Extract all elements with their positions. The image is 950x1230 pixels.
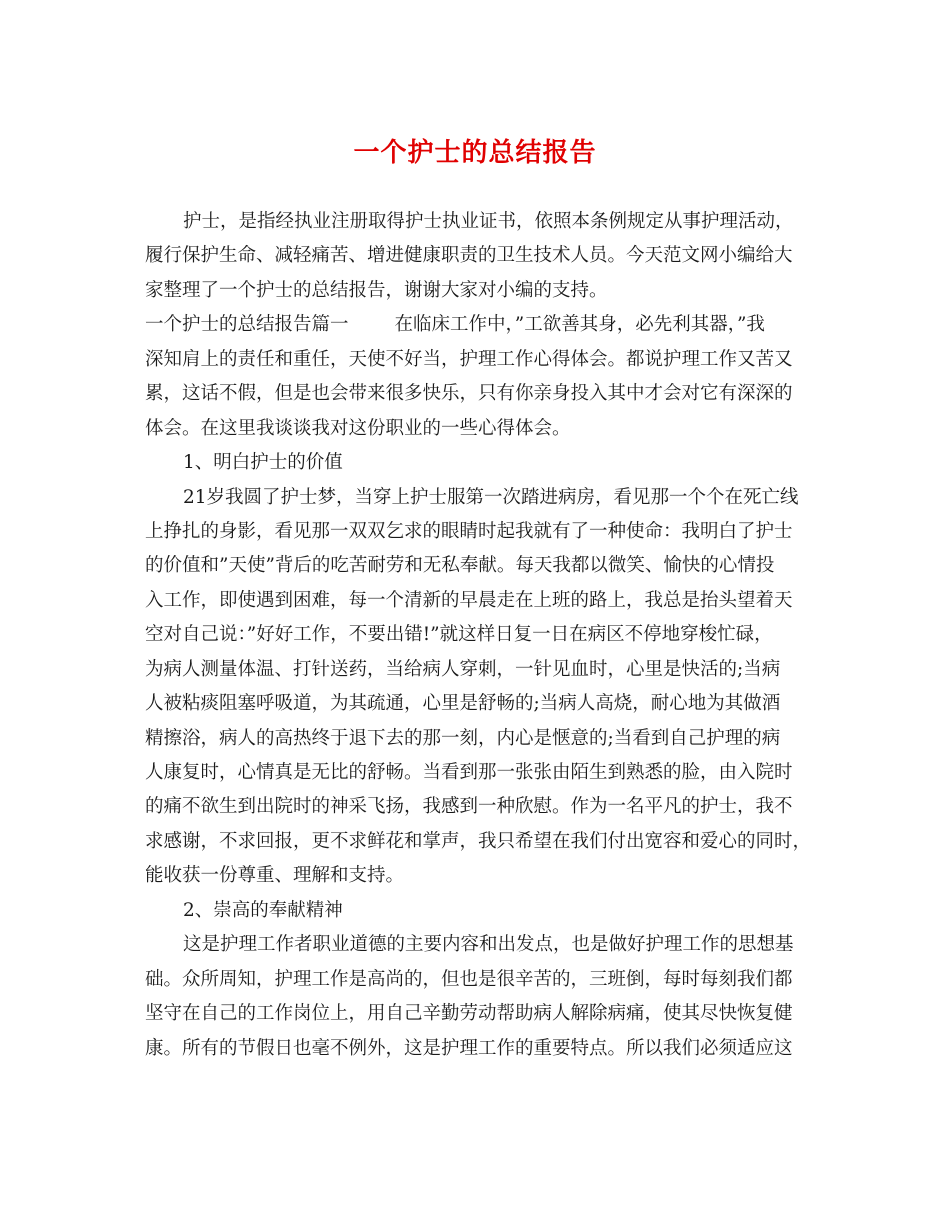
- paragraph-line: 体会。在这里我谈谈我对这份职业的一些心得体会。: [145, 417, 571, 439]
- paragraph-line: 家整理了一个护士的总结报告，谢谢大家对小编的支持。: [145, 279, 608, 301]
- paragraph-line: 履行保护生命、减轻痛苦、增进健康职责的卫生技术人员。今天范文网小编给大: [145, 245, 793, 267]
- paragraph-line: 人被粘痰阻塞呼吸道，为其疏通，心里是舒畅的;当病人高烧，耐心地为其做酒: [145, 693, 781, 715]
- subheading: 1、明白护士的价值: [183, 452, 343, 474]
- paragraph-line: 的价值和”天使”背后的吃苦耐劳和无私奉献。每天我都以微笑、愉快的心情投: [145, 555, 775, 577]
- paragraph-line: [145, 308, 813, 342]
- paragraph-line: 坚守在自己的工作岗位上，用自己辛勤劳动帮助病人解除病痛，使其尽快恢复健: [145, 1003, 793, 1025]
- paragraph-line: 这是护理工作者职业道德的主要内容和出发点，也是做好护理工作的思想基: [183, 934, 794, 956]
- paragraph-line: 为病人测量体温、打针送药，当给病人穿刺，一针见血时，心里是快活的;当病: [145, 658, 781, 680]
- paragraph-line: 础。众所周知，护理工作是高尚的，但也是很辛苦的，三班倒，每时每刻我们都: [145, 968, 793, 990]
- section-heading: 一个护士的总结报告篇一: [145, 314, 349, 336]
- document-body: [145, 205, 813, 1066]
- paragraph-line: 康。所有的节假日也毫不例外，这是护理工作的重要特点。所以我们必须适应这: [145, 1037, 793, 1059]
- paragraph-line: 深知肩上的责任和重任，天使不好当，护理工作心得体会。都说护理工作又苦又: [145, 348, 793, 370]
- document-title: 一个护士的总结报告: [353, 138, 597, 168]
- paragraph-line: 的痛不欲生到出院时的神采飞扬，我感到一种欣慰。作为一名平凡的护士，我不: [145, 796, 793, 818]
- paragraph-line: 护士，是指经执业注册取得护士执业证书，依照本条例规定从事护理活动，: [183, 211, 794, 232]
- paragraph-line: 求感谢，不求回报，更不求鲜花和掌声，我只希望在我们付出宽容和爱心的同时，: [145, 830, 812, 852]
- paragraph-text: 在临床工作中，”工欲善其身，必先利其器，”我: [394, 314, 765, 336]
- paragraph-line: 21岁我圆了护士梦，当穿上护士服第一次踏进病房，看见那一个个在死亡线: [183, 486, 799, 508]
- paragraph-line: 能收获一份尊重、理解和支持。: [145, 865, 405, 887]
- paragraph-line: 入工作，即使遇到困难，每一个清新的早晨走在上班的路上，我总是抬头望着天: [145, 589, 793, 611]
- subheading: 2、崇高的奉献精神: [183, 899, 343, 921]
- paragraph-line: 上挣扎的身影，看见那一双双乞求的眼睛时起我就有了一种使命：我明白了护士: [145, 520, 793, 542]
- paragraph-line: 人康复时，心情真是无比的舒畅。当看到那一张张由陌生到熟悉的脸，由入院时: [145, 762, 793, 783]
- paragraph-line: 精擦浴，病人的高热终于退下去的那一刻，内心是惬意的;当看到自己护理的病: [145, 727, 781, 749]
- paragraph-line: 空对自己说：”好好工作，不要出错!”就这样日复一日在病区不停地穿梭忙碌，: [145, 624, 773, 646]
- paragraph-line: 累，这话不假，但是也会带来很多快乐，只有你亲身投入其中才会对它有深深的: [145, 383, 793, 405]
